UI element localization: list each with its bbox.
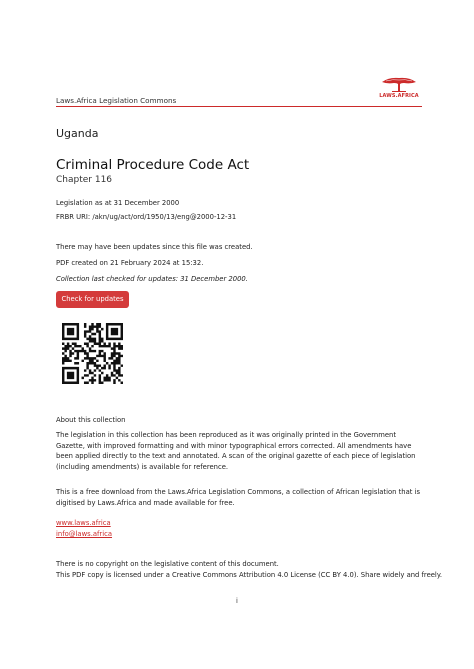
qr-code[interactable] <box>62 323 123 384</box>
about-paragraph: The legislation in this collection has been reproduced as it was originally printed in the Government Gazette, with improved formatting and with minor typographical errors corrected. All amendments have been applied directly to the text and annotated. A scan of the original gazette of each piece of legislation (including amendments) is available for reference. <box>56 431 416 471</box>
chapter-number: Chapter 116 <box>56 175 113 185</box>
copyright-notice: There is no copyright on the legislative content of this document. <box>56 560 279 568</box>
email-link[interactable]: info@laws.africa <box>56 530 113 538</box>
header-divider <box>56 106 422 107</box>
last-checked-date: Collection last checked for updates: 31 December 2000. <box>56 275 248 283</box>
free-download-paragraph: This is a free download from the Laws.Africa Legislation Commons, a collection of African legislation that is digitised by Laws.Africa and made available for free. <box>56 488 421 507</box>
about-heading: About this collection <box>56 416 126 424</box>
website-link[interactable]: www.laws.africa <box>56 519 111 527</box>
country-name: Uganda <box>56 127 99 140</box>
license-notice: This PDF copy is licensed under a Creative Commons Attribution 4.0 License (CC BY 4.0). Share widely and freely. <box>56 571 443 579</box>
frbr-uri: FRBR URI: /akn/ug/act/ord/1950/13/eng@2000-12-31 <box>56 213 237 221</box>
logo-text: LAWS.AFRICA <box>379 93 419 99</box>
laws-africa-logo <box>376 76 422 102</box>
updates-notice: There may have been updates since this file was created. <box>56 243 253 251</box>
legislation-date: Legislation as at 31 December 2000 <box>56 199 180 207</box>
document-title: Criminal Procedure Code Act <box>56 157 250 173</box>
pdf-created-date: PDF created on 21 February 2024 at 15:32. <box>56 259 204 267</box>
page-number: i <box>236 597 238 605</box>
check-for-updates-button[interactable]: Check for updates <box>56 291 129 308</box>
collection-name: Laws.Africa Legislation Commons <box>56 96 177 105</box>
